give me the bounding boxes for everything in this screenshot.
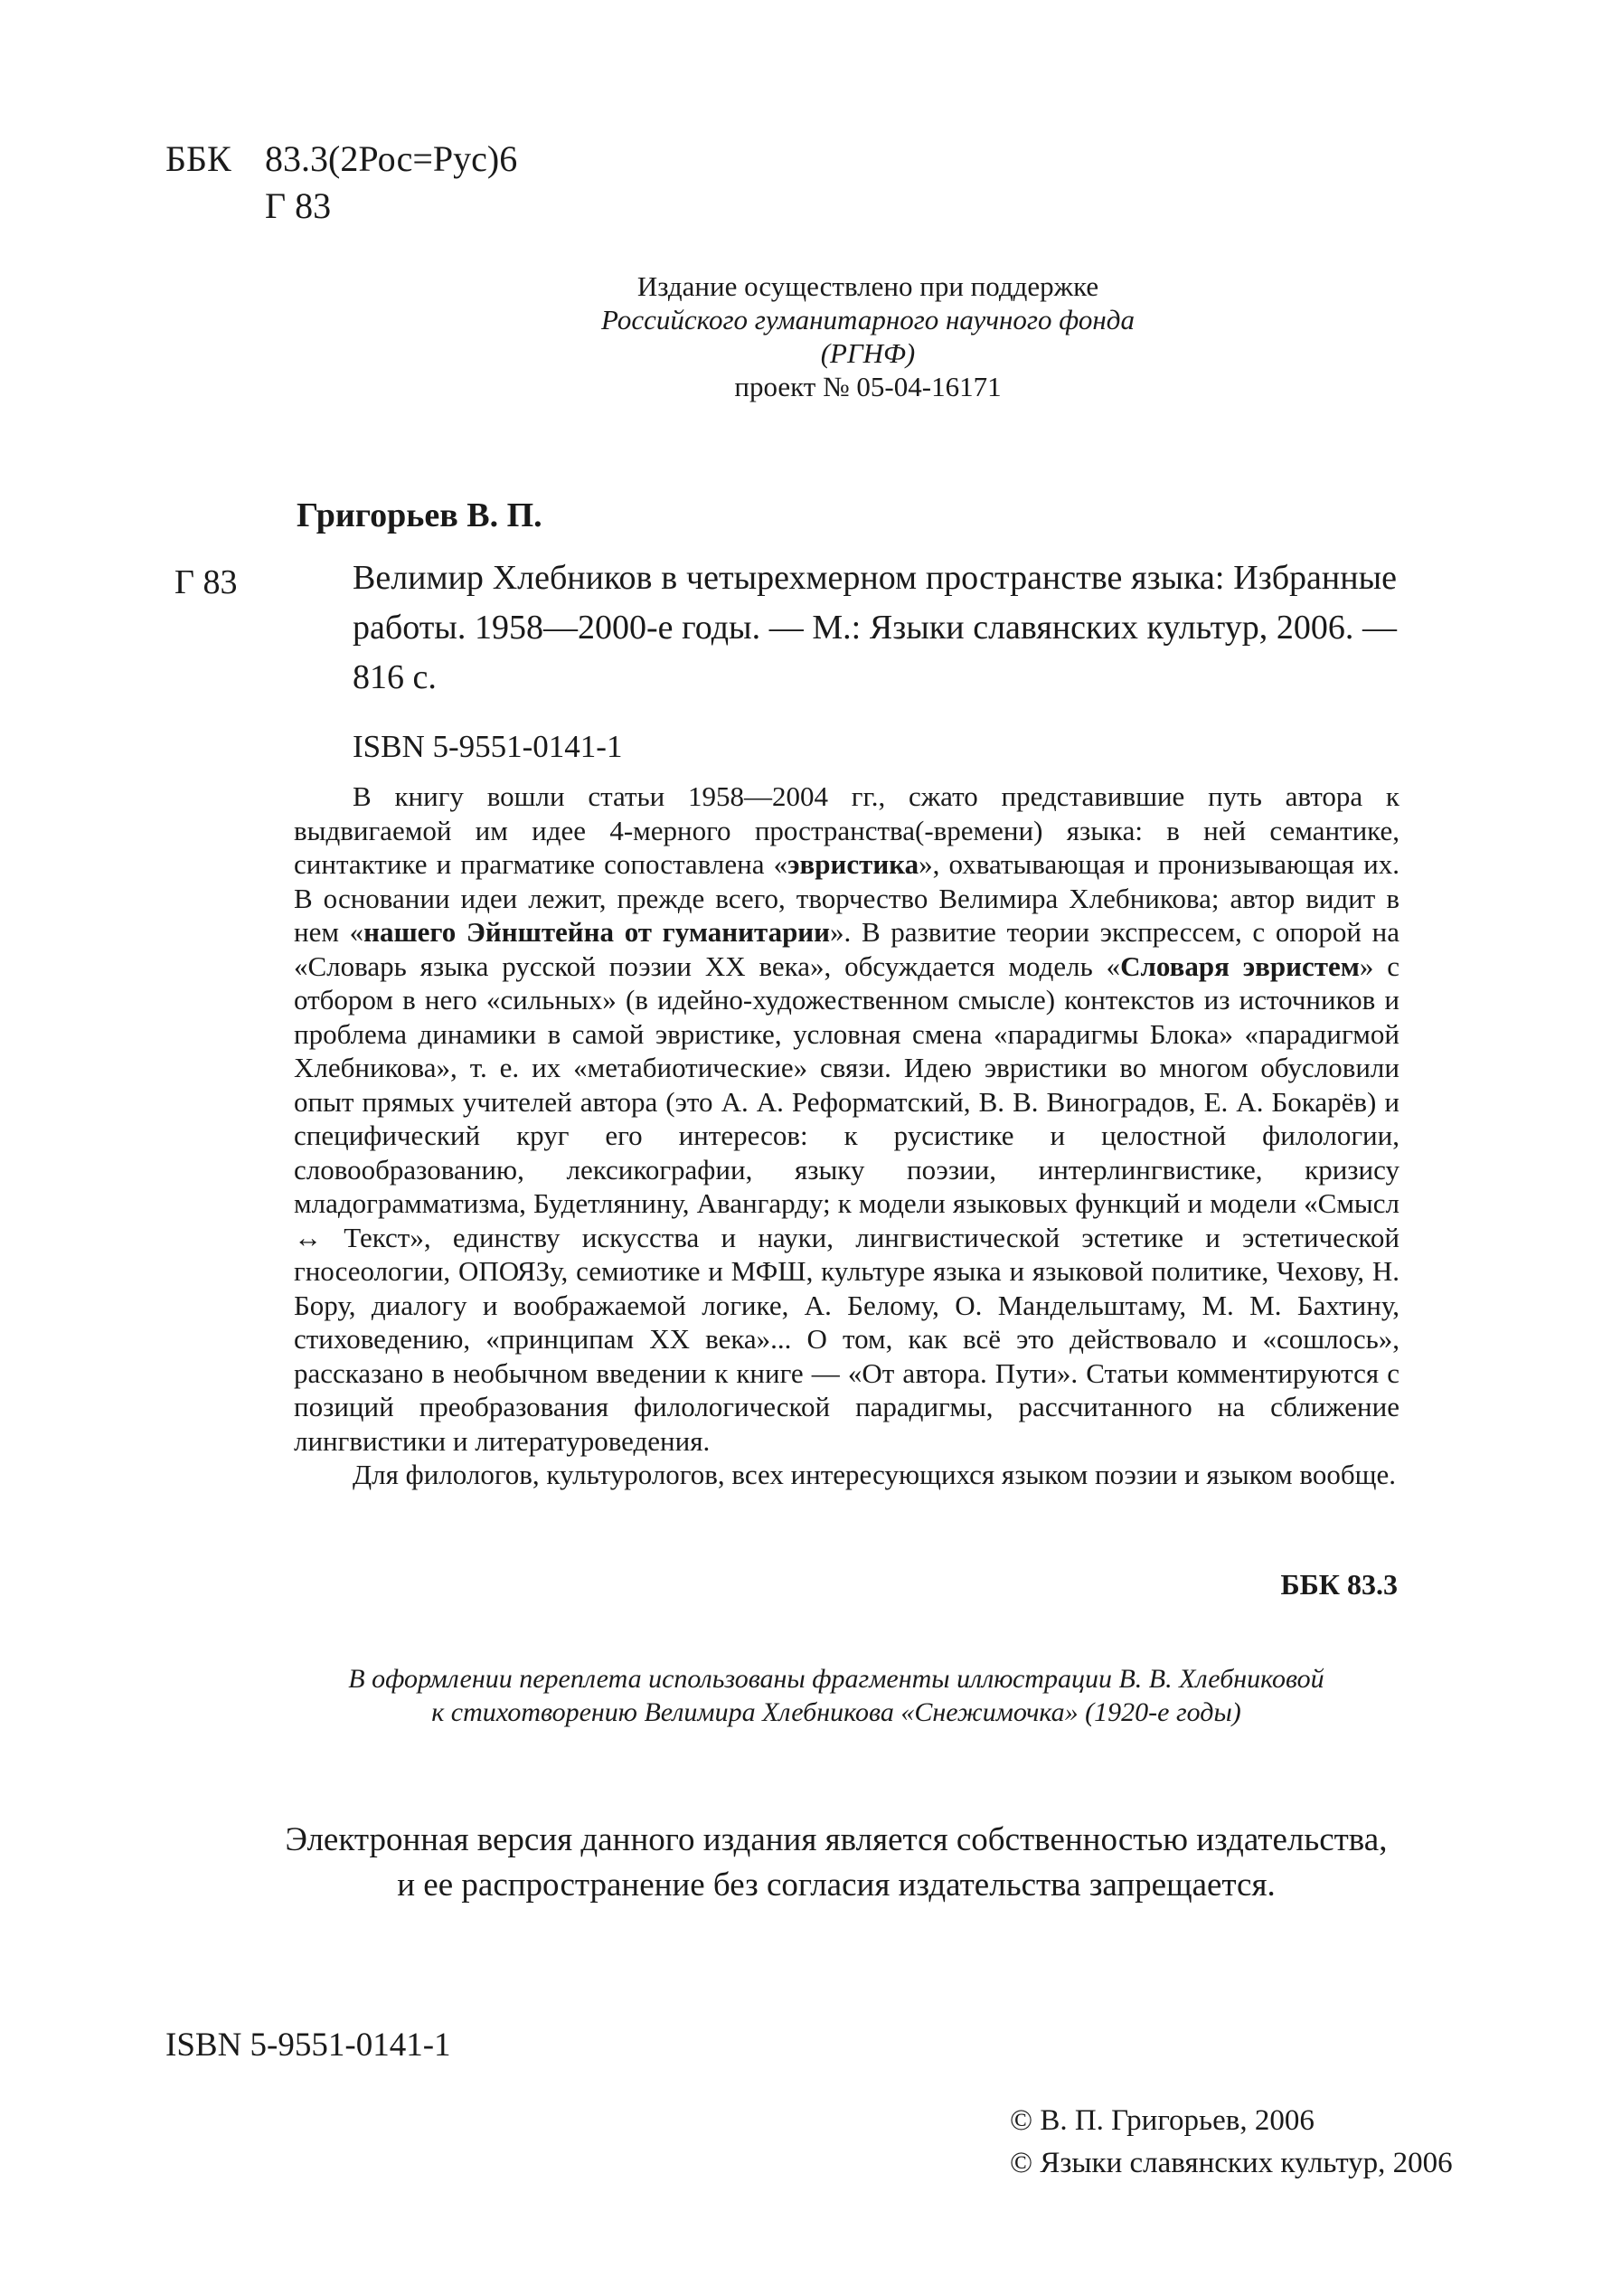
annotation-text: », охватывающая и пронизывающая их. В основании идеи лежит, прежде всего, творчество Велимира Хлебникова; автор видит в нем « — [294, 848, 1399, 948]
cover-note — [271, 1662, 1401, 1729]
cover-note-line-1: В оформлении переплета использованы фрагменты иллюстрации В. В. Хлебниковой — [348, 1664, 1324, 1694]
annotation-bold: эвристика — [787, 848, 919, 880]
book-mark: Г 83 — [174, 563, 238, 601]
annotation — [294, 780, 1399, 1492]
annotation-text: В книгу вошли статьи 1958—2004 гг., сжато представившие путь автора к выдвигаемой им идее 4-мерного пространства(-времени) языка: в ней семантике, синтактике и прагматике сопоставлена « — [294, 780, 1399, 880]
copyright-notice — [253, 1818, 1419, 1908]
notice-line-2: и ее распространение без согласия издательства запрещается. — [397, 1866, 1276, 1904]
annotation-text: » с отбором в него «сильных» (в идейно-художественном смысле) контекстов из источников и проблема динамики в самой эвристике, условная смена «парадигмы Блока» «парадигмой Хлебникова», т. е. их «метабиотические» связи. Идею эвристики во многом обусловили опыт прямых учителей автора (это А. А. Реформатский, В. В. Виноградов, Е. А. Бокарёв) и специфический круг его интересов: к русистике и целостной филологии, словообразованию, лексикографии, языку поэзии, интерлингвистике, кризису младограмматизма, Будетлянину, Авангарду; к модели языковых функций и модели «Смысл ↔ Текст», единству искусства и науки, лингвистической эстетике и эстетической гносеологии, ОПОЯЗу, семиотике и МФШ, культуре языка и языковой политике, Чехову, Н. Бору, диалогу и воображаемой логике, А. Белому, О. Мандельштаму, М. М. Бахтину, стиховедению, «принципам XX века»... О том, как всё это действовало и «сошлось», рассказано в необычном введении к книге — «От автора. Пути». Статьи комментируются с позиций преобразования филологической парадигмы, рассчитанного на сближение лингвистики и литературоведения. — [294, 950, 1399, 1457]
author-mark: Г 83 — [265, 185, 332, 226]
bbk-short: ББК 83.3 — [1280, 1568, 1398, 1601]
notice-line-1: Электронная версия данного издания является собственностью издательства, — [285, 1821, 1388, 1858]
isbn-bottom: ISBN 5-9551-0141-1 — [165, 2027, 451, 2064]
annotation-paragraph-2: Для филологов, культурологов, всех интересующихся языком поэзии и языком вообще. — [353, 1459, 1396, 1490]
annotation-bold: Словаря эвристем — [1120, 950, 1360, 982]
annotation-text: ». В развитие теории экспрессем, с опорой на «Словарь языка русской поэзии XX века», обсуждается модель « — [294, 916, 1400, 982]
support-line-3: (РГНФ) — [820, 337, 916, 369]
annotation-bold: нашего Эйнштейна от гуманитарии — [363, 916, 831, 948]
copyright-line-1: © В. П. Григорьев, 2006 — [1010, 2104, 1315, 2137]
bbk-classification — [165, 136, 518, 226]
book-author: Григорьев В. П. — [297, 496, 542, 534]
support-line-1: Издание осуществлено при поддержке — [636, 270, 1099, 302]
bbk-label: ББК — [165, 138, 231, 179]
support-line-4: проект № 05-04-16171 — [734, 371, 1002, 402]
support-note — [506, 269, 1230, 403]
copyright — [1010, 2100, 1453, 2185]
copyright-line-2: © Языки славянских культур, 2006 — [1010, 2147, 1453, 2179]
book-isbn: ISBN 5-9551-0141-1 — [353, 729, 623, 764]
book-title: Велимир Хлебников в четырехмерном пространстве языка: Избранные работы. 1958—2000-е годы. — М.: Языки славянских культур, 2006. — 816 с. — [353, 559, 1397, 696]
support-line-2: Российского гуманитарного научного фонда — [601, 304, 1135, 335]
annotation-paragraph-1 — [294, 780, 1399, 1458]
bbk-code: 83.3(2Рос=Рус)6 — [265, 138, 518, 179]
cover-note-line-2: к стихотворению Велимира Хлебникова «Снежимочка» (1920-е годы) — [431, 1697, 1241, 1727]
